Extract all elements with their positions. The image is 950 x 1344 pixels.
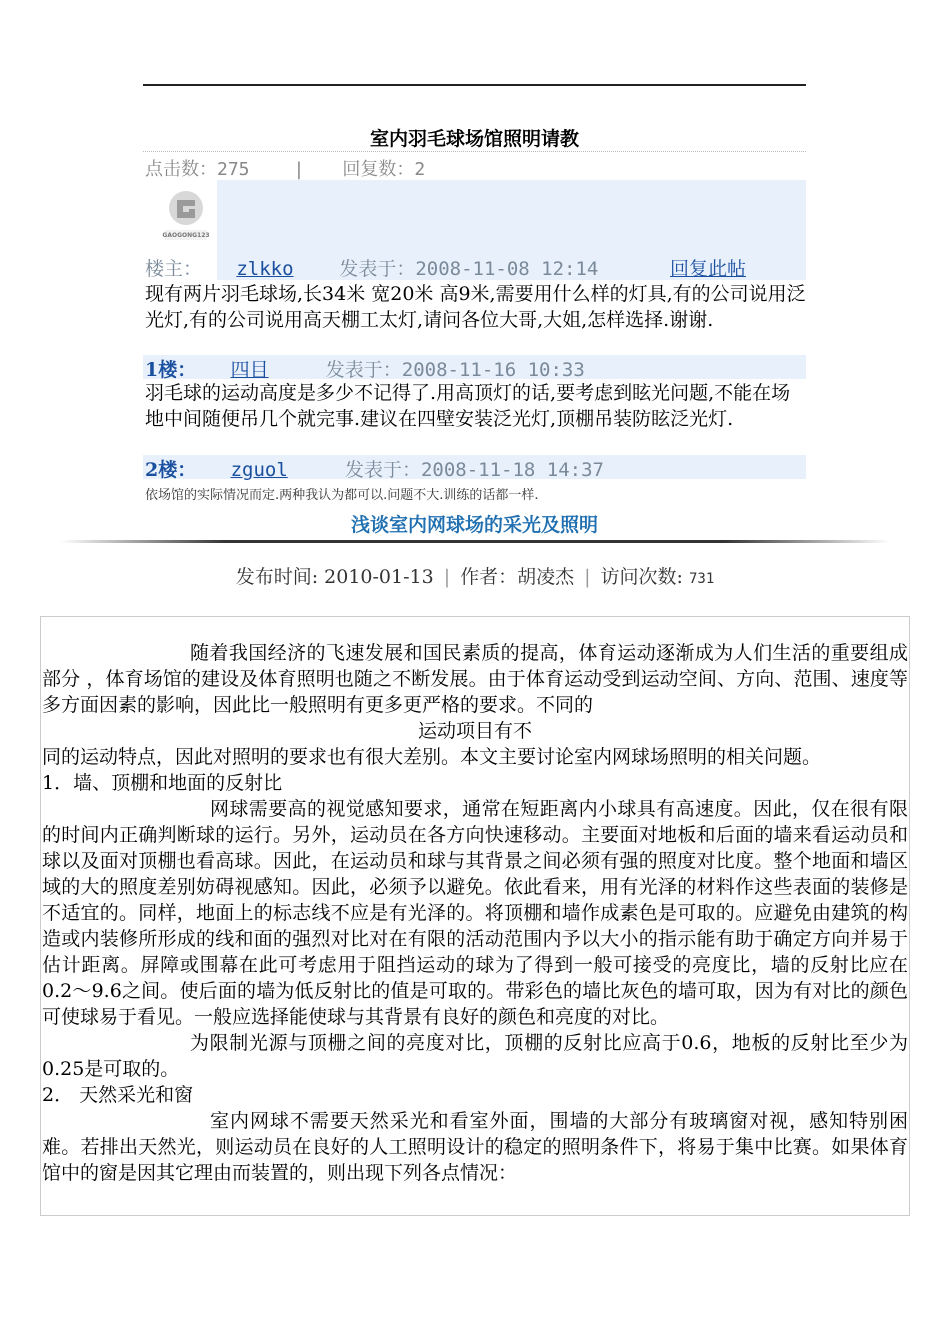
forum-post-title: 室内羽毛球场馆照明请教 bbox=[369, 128, 579, 150]
article-visit-count: 731 bbox=[688, 571, 715, 587]
article-visits-label: 访问次数: bbox=[600, 566, 683, 588]
reply-2-posted-time: 发表于：2008-11-18 14:37 bbox=[344, 459, 604, 481]
top-divider bbox=[143, 84, 806, 86]
article-paragraph: 为限制光源与顶栅之间的亮度对比，顶棚的反射比应高于0.6，地板的反射比至少为 0.25是可取的。 bbox=[42, 1032, 908, 1080]
article-publish-date: 发布时间: 2010-01-13 bbox=[235, 566, 434, 588]
avatar-caption: GAOGONG123 bbox=[162, 232, 210, 239]
reply-1-posted-time: 发表于：2008-11-16 10:33 bbox=[325, 359, 585, 381]
reply-2-body: 依场馆的实际情况而定.两种我认为都可以.问题不大.训练的话都一样. bbox=[145, 488, 539, 503]
reply-1-floor: 1楼： bbox=[145, 359, 197, 381]
article-author: 作者：胡凌杰 bbox=[460, 566, 575, 588]
meta-separator: | bbox=[584, 566, 591, 588]
article-paragraph: 室内网球不需要天然采光和看室外面，围墙的大部分有玻璃窗对视，感知特别困难。若排出天然光，则运动员在良好的人工照明设计的稳定的照明条件下，将易于集中比赛。如果体育馆中的窗是因其它理由而装置的，则出现下列各点情况： bbox=[42, 1110, 908, 1184]
title-divider bbox=[143, 151, 806, 152]
owner-posted-time: 发表于：2008-11-08 12:14 bbox=[339, 258, 599, 280]
reply-2-username-link[interactable]: zguol bbox=[230, 459, 288, 481]
article-section-heading: 2． 天然采光和窗 bbox=[42, 1084, 194, 1106]
article-paragraph: 随着我国经济的飞速发展和国民素质的提高，体育运动逐渐成为人们生活的重要组成部分 ，体育场馆的建设及体育照明也随之不断发展。由于体育运动受到运动空间、方向、范围、速度等多方面因素的影响，因此比一般照明有更多更严格的要求。不同的 bbox=[42, 642, 908, 716]
article-body bbox=[42, 640, 908, 1186]
reply-2-floor: 2楼： bbox=[145, 459, 197, 481]
article-title-divider bbox=[60, 540, 890, 543]
owner-username-link[interactable]: zlkko bbox=[236, 258, 294, 280]
reply-2-meta bbox=[145, 455, 604, 482]
owner-label: 楼主： bbox=[145, 258, 203, 280]
reply-post-link[interactable]: 回复此帖 bbox=[670, 258, 747, 280]
avatar[interactable] bbox=[157, 186, 215, 244]
article-paragraph: 同的运动特点，因此对照明的要求也有很大差别。本文主要讨论室内网球场照明的相关问题。 bbox=[42, 746, 822, 768]
reply-1-username-link[interactable]: 四目 bbox=[230, 359, 269, 381]
reply-1-body: 羽毛球的运动高度是多少不记得了.用高顶灯的话,要考虑到眩光问题,不能在场地中间随便吊几个就完事.建议在四壁安装泛光灯,顶棚吊装防眩泛光灯. bbox=[145, 382, 791, 430]
article-paragraph: 运动项目有不 bbox=[417, 720, 532, 742]
article-section-heading: 1．墙、顶棚和地面的反射比 bbox=[42, 772, 283, 794]
stats-separator: | bbox=[293, 159, 305, 180]
reply-count: 回复数：2 bbox=[342, 159, 426, 180]
post-stats bbox=[145, 155, 425, 181]
article-meta bbox=[0, 562, 950, 589]
owner-post-body: 现有两片羽毛球场,长34米 宽20米 高9米,需要用什么样的灯具,有的公司说用泛光灯,有的公司说用高天棚工太灯,请问各位大哥,大姐,怎样选择.谢谢. bbox=[145, 283, 806, 331]
article-title: 浅谈室内网球场的采光及照明 bbox=[350, 514, 598, 536]
owner-meta bbox=[145, 254, 598, 281]
meta-separator: | bbox=[443, 566, 451, 588]
article-paragraph: 网球需要高的视觉感知要求，通常在短距离内小球具有高速度。因此，仅在很有限的时间内正确判断球的运行。另外，运动员在各方向快速移动。主要面对地板和后面的墙来看运动员和球以及面对顶棚也看高球。因此，在运动员和球与其背景之间必须有强的照度对比度。整个地面和墙区域的大的照度差别妨碍视感知。因此，必须予以避免。依此看来，用有光泽的材料作这些表面的装修是不适宜的。同样，地面上的标志线不应是有光泽的。将顶棚和墙作成素色是可取的。应避免由建筑的构造或内装修所形成的线和面的强烈对比对在有限的活动范围内予以大小的指示能有助于确定方向并易于估计距离。屏障或围幕在此可考虑用于阻挡运动的球为了得到一般可接受的亮度比，墙的反射比应在 0.2～9.6之间。使后面的墙为低反射比的值是可取的。带彩色的墙比灰色的墙可取，因为有对比的颜色可使球易于看见。一般应选择能使球与其背景有良好的颜色和亮度的对比。 bbox=[42, 798, 908, 1028]
click-count: 点击数：275 bbox=[145, 159, 250, 180]
reply-1-meta bbox=[145, 355, 585, 382]
